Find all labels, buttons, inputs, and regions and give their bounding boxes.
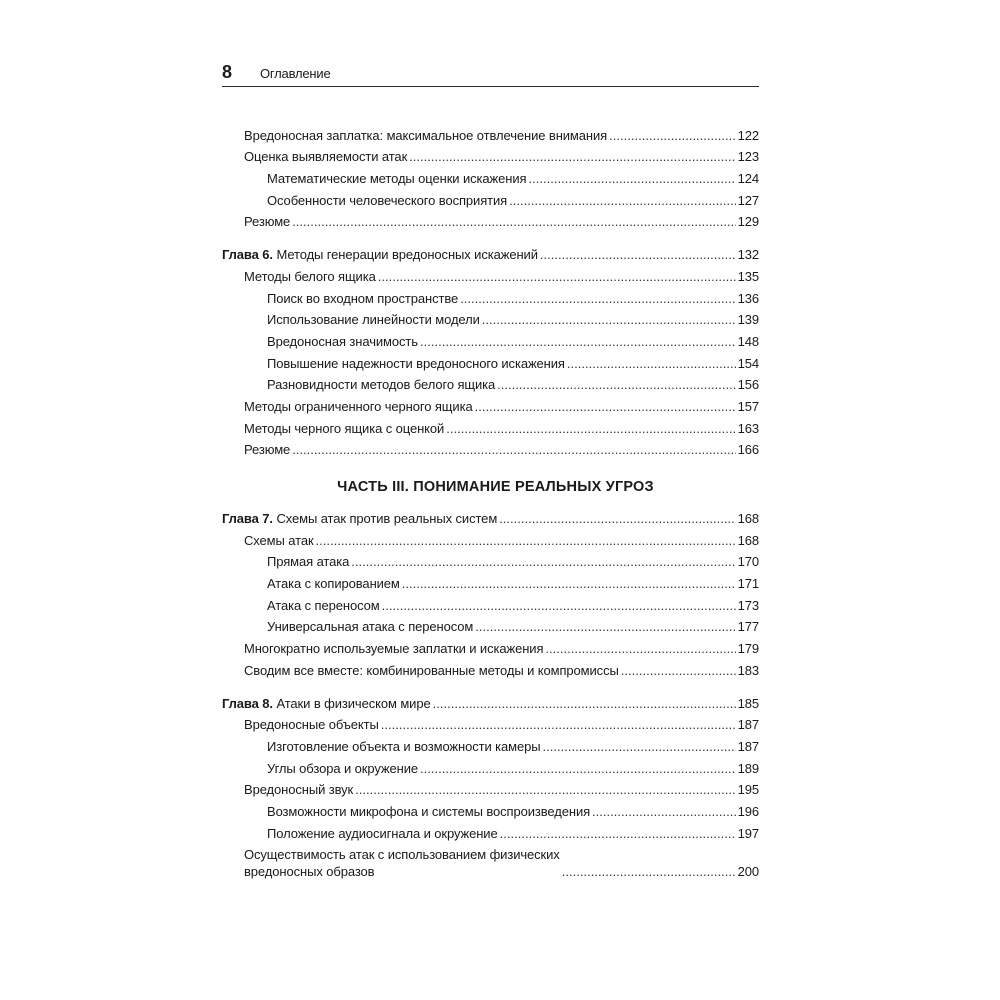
toc-entry[interactable] xyxy=(222,437,759,459)
dot-leader xyxy=(621,663,736,679)
dot-leader xyxy=(497,377,735,393)
toc-entry[interactable] xyxy=(222,415,759,437)
toc-entry-title: Многократно используемые заплатки и искажения xyxy=(244,641,544,657)
toc-entry[interactable] xyxy=(222,777,759,799)
toc-entry-page: 196 xyxy=(737,803,759,819)
toc-entry-title: Методы ограниченного черного ящика xyxy=(244,398,473,414)
toc-entry-page: 200 xyxy=(737,863,759,879)
toc-entry-title: Вредоносная заплатка: максимальное отвлечение внимания xyxy=(244,127,608,143)
toc-entry-title: Углы обзора и окружение xyxy=(267,760,418,776)
toc-entry-title: Возможности микрофона и системы воспроизведения xyxy=(267,803,591,819)
chapter-label: Глава 7. xyxy=(222,511,273,526)
dot-leader xyxy=(460,291,735,307)
toc-entry-title: Математические методы оценки искажения xyxy=(267,171,527,187)
toc-entry-page: 187 xyxy=(737,717,759,733)
toc-entry-page: 187 xyxy=(737,738,759,754)
toc-entry-page: 129 xyxy=(737,214,759,230)
toc-entry-title: Сводим все вместе: комбинированные методы и компромиссы xyxy=(244,662,619,678)
dot-leader xyxy=(592,804,736,820)
toc-entry-page: 136 xyxy=(737,290,759,306)
running-title: Оглавление xyxy=(260,66,331,81)
toc-entry[interactable] xyxy=(222,798,759,820)
toc-entry-page: 166 xyxy=(737,442,759,458)
chapter-title-text: Атаки в физическом мире xyxy=(276,695,431,711)
toc-entry-title: Атака с копированием xyxy=(267,576,400,592)
toc-entry[interactable] xyxy=(222,570,759,592)
toc-entry-title: Резюме xyxy=(244,442,291,458)
toc-entry-title: Повышение надежности вредоносного искажения xyxy=(267,355,565,371)
toc-entry[interactable] xyxy=(222,614,759,636)
dot-leader xyxy=(545,641,735,657)
toc-block-2 xyxy=(222,263,759,458)
dot-leader xyxy=(543,739,736,755)
toc-block-3 xyxy=(222,527,759,679)
toc-entry-title: Вредоносная значимость xyxy=(267,333,418,349)
toc-entry[interactable] xyxy=(222,657,759,679)
toc-entry[interactable] xyxy=(222,165,759,187)
toc-entry[interactable] xyxy=(222,144,759,166)
toc-entry-page: 132 xyxy=(737,247,759,263)
toc-entry-title: Поиск во входном пространстве xyxy=(267,290,459,306)
toc-entry-page: 173 xyxy=(737,597,759,613)
dot-leader xyxy=(540,247,736,263)
chapter-label: Глава 6. xyxy=(222,247,273,263)
toc-entry[interactable] xyxy=(222,733,759,755)
toc-entry-page: 135 xyxy=(737,268,759,284)
toc-entry-page: 177 xyxy=(737,619,759,635)
toc-entry-page: 185 xyxy=(737,695,759,711)
dot-leader xyxy=(316,533,736,549)
toc-entry-page: 183 xyxy=(737,662,759,678)
toc-entry[interactable] xyxy=(222,820,759,842)
toc-entry[interactable] xyxy=(222,755,759,777)
dot-leader xyxy=(509,193,736,209)
dot-leader xyxy=(355,782,735,798)
dot-leader xyxy=(381,717,736,733)
page-header xyxy=(222,60,759,87)
toc-chapter-7[interactable] xyxy=(222,505,759,527)
toc-entry-title: Положение аудиосигнала и окружение xyxy=(267,825,498,841)
toc-entry[interactable] xyxy=(222,122,759,144)
toc-entry[interactable] xyxy=(222,263,759,285)
toc-entry[interactable] xyxy=(222,393,759,415)
toc-entry[interactable] xyxy=(222,187,759,209)
page-number: 8 xyxy=(222,62,233,82)
toc-entry-multiline[interactable] xyxy=(222,842,759,880)
toc-entry-page: 189 xyxy=(737,760,759,776)
dot-leader xyxy=(402,576,736,592)
toc-chapter-title xyxy=(222,247,538,263)
toc-entry-title: Изготовление объекта и возможности камеры xyxy=(267,738,541,754)
dot-leader xyxy=(499,511,735,527)
toc-entry-title-line2: вредоносных образов xyxy=(244,863,375,879)
toc-entry-title: Универсальная атака с переносом xyxy=(267,619,474,635)
toc-entry-title: Вредоносный звук xyxy=(244,782,354,798)
toc-entry[interactable] xyxy=(222,635,759,657)
dot-leader xyxy=(562,864,736,880)
toc-entry[interactable] xyxy=(222,712,759,734)
dot-leader xyxy=(475,399,736,415)
toc-entry-page: 168 xyxy=(737,511,759,526)
dot-leader xyxy=(528,171,735,187)
toc-entry-title: Методы белого ящика xyxy=(244,268,376,284)
toc-entry-page: 123 xyxy=(737,149,759,165)
toc-entry-title: Резюме xyxy=(244,214,291,230)
dot-leader xyxy=(420,334,736,350)
toc-entry[interactable] xyxy=(222,285,759,307)
chapter-title-text: Схемы атак против реальных систем xyxy=(276,511,498,526)
toc-entry-page: 163 xyxy=(737,420,759,436)
dot-leader xyxy=(351,554,735,570)
chapter-label: Глава 8. xyxy=(222,695,273,711)
toc-entry[interactable] xyxy=(222,350,759,372)
toc-entry-page: 156 xyxy=(737,377,759,393)
dot-leader xyxy=(378,269,736,285)
toc-entry-title: Атака с переносом xyxy=(267,597,380,613)
toc-entry[interactable] xyxy=(222,328,759,350)
toc-entry-title: Особенности человеческого восприятия xyxy=(267,192,508,208)
dot-leader xyxy=(500,826,736,842)
dot-leader xyxy=(482,312,736,328)
dot-leader xyxy=(292,214,735,230)
toc-entry[interactable] xyxy=(222,209,759,231)
toc-entry-page: 195 xyxy=(737,782,759,798)
dot-leader xyxy=(446,421,735,437)
toc-entry-title: Методы черного ящика с оценкой xyxy=(244,420,445,436)
toc-entry-page: 154 xyxy=(737,355,759,371)
toc-entry[interactable] xyxy=(222,592,759,614)
toc-entry-page: 157 xyxy=(737,398,759,414)
dot-leader xyxy=(567,356,736,372)
toc-chapter-title xyxy=(222,511,497,527)
toc-entry[interactable] xyxy=(222,372,759,394)
toc-entry-page: 127 xyxy=(737,192,759,208)
toc-entry-title-line1: Осуществимость атак с использованием физических xyxy=(244,846,560,862)
part-heading: ЧАСТЬ III. ПОНИМАНИЕ РЕАЛЬНЫХ УГРОЗ xyxy=(337,479,654,496)
dot-leader xyxy=(409,149,735,165)
toc-entry[interactable] xyxy=(222,549,759,571)
toc-entry-title: Прямая атака xyxy=(267,554,350,570)
toc-entry-page: 139 xyxy=(737,312,759,328)
table-of-contents xyxy=(222,122,759,880)
toc-block-1 xyxy=(222,122,759,230)
dot-leader xyxy=(475,619,735,635)
toc-entry-page: 179 xyxy=(737,641,759,657)
toc-entry-page: 148 xyxy=(737,333,759,349)
chapter-title-text: Методы генерации вредоносных искажений xyxy=(276,247,538,263)
toc-entry-page: 122 xyxy=(737,127,759,143)
toc-entry-page: 197 xyxy=(737,825,759,841)
toc-entry-title: Разновидности методов белого ящика xyxy=(267,377,496,393)
toc-entry-title: Использование линейности модели xyxy=(267,312,480,328)
toc-chapter-6[interactable] xyxy=(222,241,759,263)
dot-leader xyxy=(420,761,736,777)
toc-chapter-title xyxy=(222,696,431,712)
dot-leader xyxy=(433,696,736,712)
toc-entry-page: 124 xyxy=(737,171,759,187)
toc-entry[interactable] xyxy=(222,307,759,329)
dot-leader xyxy=(382,598,736,614)
toc-chapter-8[interactable] xyxy=(222,690,759,712)
toc-entry[interactable] xyxy=(222,527,759,549)
toc-block-4 xyxy=(222,712,759,842)
toc-entry-page: 170 xyxy=(737,554,759,570)
dot-leader xyxy=(609,128,736,144)
dot-leader xyxy=(292,442,735,458)
toc-entry-title xyxy=(244,846,560,880)
toc-entry-title: Схемы атак xyxy=(244,532,314,548)
toc-entry-title: Оценка выявляемости атак xyxy=(244,149,408,165)
toc-entry-page: 168 xyxy=(737,532,759,548)
toc-entry-page: 171 xyxy=(737,576,759,592)
toc-entry-title: Вредоносные объекты xyxy=(244,717,379,733)
